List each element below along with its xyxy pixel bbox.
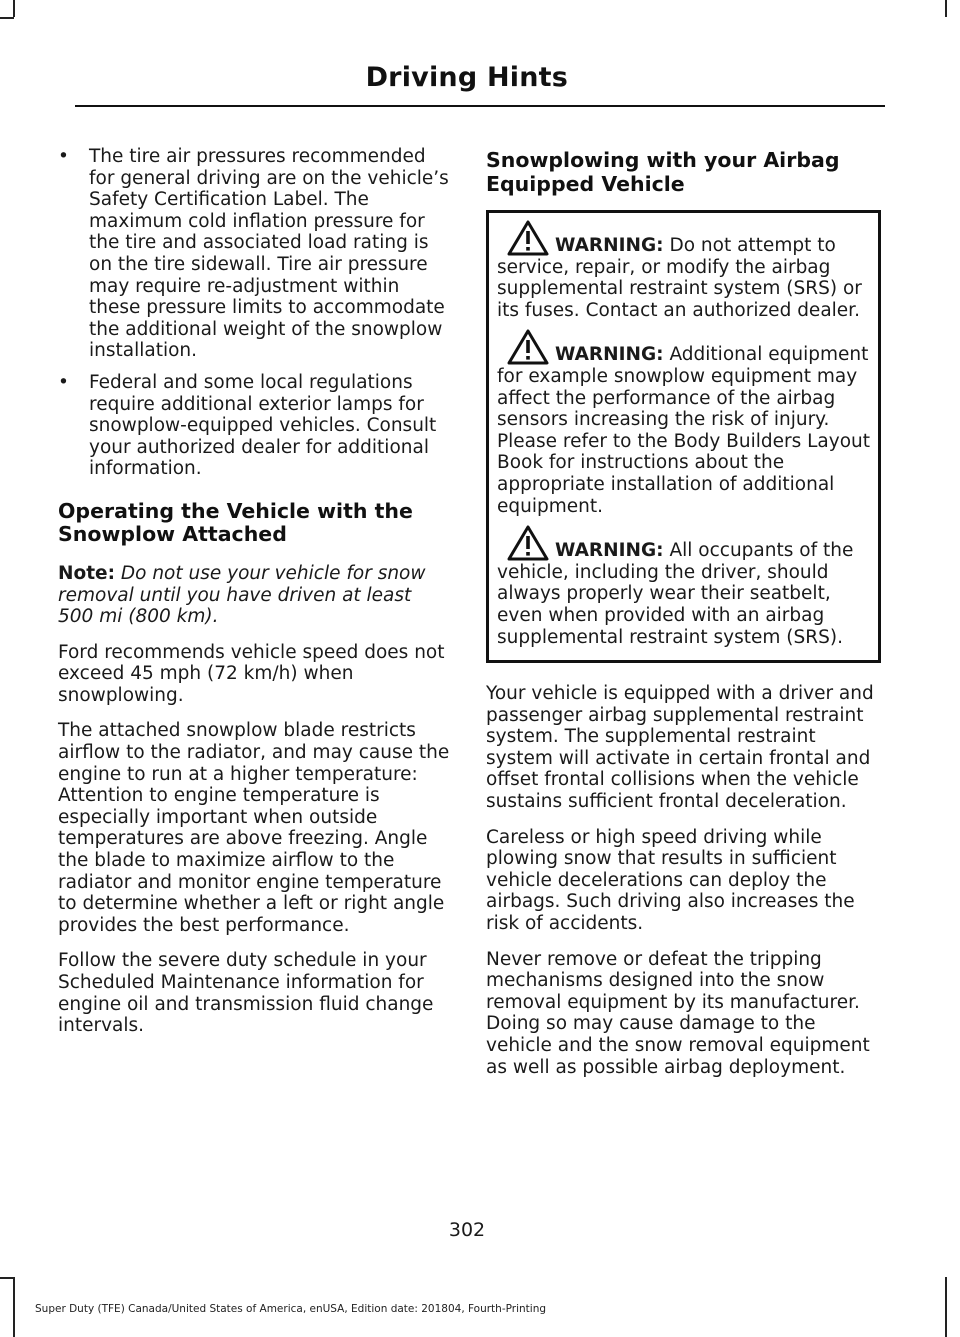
warning-triangle-icon bbox=[507, 525, 549, 561]
bullet-list bbox=[58, 146, 450, 480]
crop-mark bbox=[13, 0, 15, 17]
header-divider bbox=[75, 105, 885, 107]
crop-mark bbox=[945, 0, 947, 17]
right-column bbox=[486, 146, 881, 1092]
warning-text: All occupants of the vehicle, including the driver, should always properly wear their seatbelt, even when provided with an airbag supplemental restraint system (SRS). bbox=[497, 540, 854, 648]
page-number: 302 bbox=[448, 1219, 486, 1241]
warning-item bbox=[497, 344, 870, 517]
warning-triangle-icon bbox=[507, 220, 549, 256]
warning-text: Do not attempt to service, repair, or modify the airbag supplemental restraint system (SRS) or its fuses. Contact an authorized dealer. bbox=[497, 235, 862, 321]
warning-label: WARNING: bbox=[555, 235, 664, 256]
warning-triangle-icon bbox=[507, 329, 549, 365]
crop-mark bbox=[0, 17, 14, 19]
list-item: • The tire air pressures recommended for general driving are on the vehicle’s Safety Certification Label. The maximum cold inflation pressure for the tire and associated load rating is on the tire sidewall. Tire air pressure may require re-adjustment within these pressure limits to accommodate the additional weight of the snowplow installation. bbox=[58, 146, 449, 362]
note-label: Note: bbox=[58, 562, 115, 584]
bullet-icon: • bbox=[58, 371, 69, 393]
warning-label: WARNING: bbox=[555, 540, 664, 562]
section-heading: Snowplowing with your Airbag Equipped Vehicle bbox=[486, 148, 840, 196]
left-column bbox=[58, 146, 450, 1051]
crop-mark bbox=[13, 1277, 15, 1337]
bullet-icon: • bbox=[58, 146, 69, 167]
paragraph: Careless or high speed driving while plowing snow that results in sufficient vehicle decelerations can deploy the airbags. Such driving also increases the risk of accidents. bbox=[486, 826, 855, 935]
paragraph: Never remove or defeat the tripping mechanisms designed into the snow removal equipment by its manufacturer. Doing so may cause damage to the vehicle and the snow removal equipment as well as possible airbag deployment. bbox=[486, 948, 870, 1078]
warning-box bbox=[486, 210, 881, 663]
list-item: • Federal and some local regulations require additional exterior lamps for snowplow-equipped vehicles. Consult your authorized dealer for additional information. bbox=[58, 371, 437, 480]
note-paragraph bbox=[58, 563, 450, 628]
paragraph: Follow the severe duty schedule in your Scheduled Maintenance information for engine oil and transmission fluid change intervals. bbox=[58, 950, 434, 1037]
paragraph: Your vehicle is equipped with a driver and passenger airbag supplemental restraint system. The supplemental restraint system will activate in certain frontal and offset frontal collisions when the vehicle sustains sufficient frontal deceleration. bbox=[486, 683, 874, 813]
paragraph: Ford recommends vehicle speed does not exceed 45 mph (72 km/h) when snowplowing. bbox=[58, 641, 445, 706]
paragraph: The attached snowplow blade restricts airflow to the radiator, and may cause the engine to run at a higher temperature: Attention to engine temperature is especially important when outside temperatures are above freezing. Angle the blade to maximize airflow to the radiator and monitor engine temperature to determine whether a left or right angle provides the best performance. bbox=[58, 720, 450, 936]
section-heading: Operating the Vehicle with the Snowplow Attached bbox=[58, 498, 413, 547]
crop-mark bbox=[0, 1277, 14, 1279]
crop-mark bbox=[945, 1277, 947, 1337]
warning-label: WARNING: bbox=[555, 344, 664, 366]
page-title: Driving Hints bbox=[365, 62, 568, 93]
warning-text: Additional equipment for example snowplow equipment may affect the performance of the airbag sensors increasing the risk of injury. Please refer to the Body Builders Layout Book for instructions about the appropriate installation of additional equipment. bbox=[497, 344, 870, 517]
warning-item bbox=[497, 540, 870, 648]
warning-item bbox=[497, 235, 870, 321]
note-text: Do not use your vehicle for snow removal until you have driven at least 500 mi (800 km). bbox=[58, 562, 426, 628]
footer-edition-text: Super Duty (TFE) Canada/United States of America, enUSA, Edition date: 201804, Fourth-Printing bbox=[35, 1303, 547, 1315]
